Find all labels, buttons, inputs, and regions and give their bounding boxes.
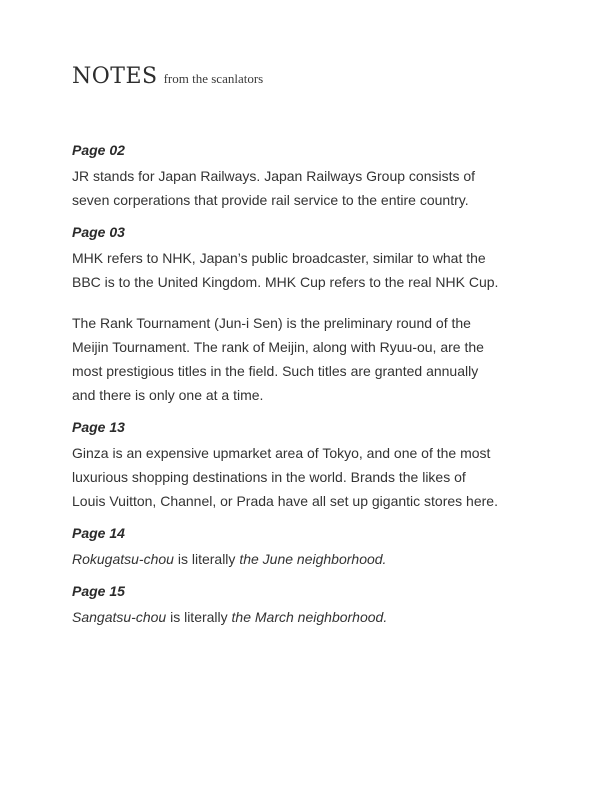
note-page-03 [72, 223, 532, 407]
note-line: The Rank Tournament (Jun-i Sen) is the preliminary round of the [72, 315, 471, 331]
note-heading: Page 02 [72, 142, 125, 158]
page-subtitle: from the scanlators [163, 71, 264, 86]
notes-page [72, 64, 532, 629]
page-header [72, 64, 532, 89]
note-line: JR stands for Japan Railways. Japan Railways Group consists of [72, 168, 476, 184]
note-line: seven corperations that provide rail service to the entire country. [72, 192, 469, 208]
note-connector: is literally [173, 551, 240, 567]
note-line: most prestigious titles in the field. Such titles are granted annually [72, 363, 479, 379]
note-paragraph [72, 164, 532, 212]
note-paragraph [72, 246, 532, 294]
note-page-15 [72, 582, 532, 629]
note-connector: is literally [166, 609, 232, 625]
note-page-14 [72, 524, 532, 571]
note-heading: Page 15 [72, 583, 125, 599]
note-paragraph [72, 605, 532, 629]
note-page-13 [72, 418, 532, 513]
note-line: Ginza is an expensive upmarket area of Tokyo, and one of the most [72, 445, 491, 461]
note-term: Sangatsu-chou [72, 609, 167, 625]
note-paragraph [72, 547, 532, 571]
note-heading: Page 03 [72, 224, 125, 240]
note-page-02 [72, 141, 532, 212]
note-line: luxurious shopping destinations in the world. Brands the likes of [72, 469, 466, 485]
page-title: NOTES [72, 64, 158, 89]
note-meaning: the June neighborhood. [239, 551, 387, 567]
note-line: Meijin Tournament. The rank of Meijin, along with Ryuu-ou, are the [72, 339, 484, 355]
note-line: and there is only one at a time. [72, 387, 264, 403]
note-line: Louis Vuitton, Channel, or Prada have all set up gigantic stores here. [72, 493, 498, 509]
note-paragraph [72, 441, 532, 513]
note-line: BBC is to the United Kingdom. MHK Cup refers to the real NHK Cup. [72, 274, 499, 290]
note-line: MHK refers to NHK, Japan’s public broadcaster, similar to what the [72, 250, 486, 266]
note-heading: Page 13 [72, 419, 125, 435]
note-meaning: the March neighborhood. [231, 609, 388, 625]
note-paragraph [72, 311, 532, 407]
note-term: Rokugatsu-chou [72, 551, 174, 567]
note-heading: Page 14 [72, 525, 125, 541]
